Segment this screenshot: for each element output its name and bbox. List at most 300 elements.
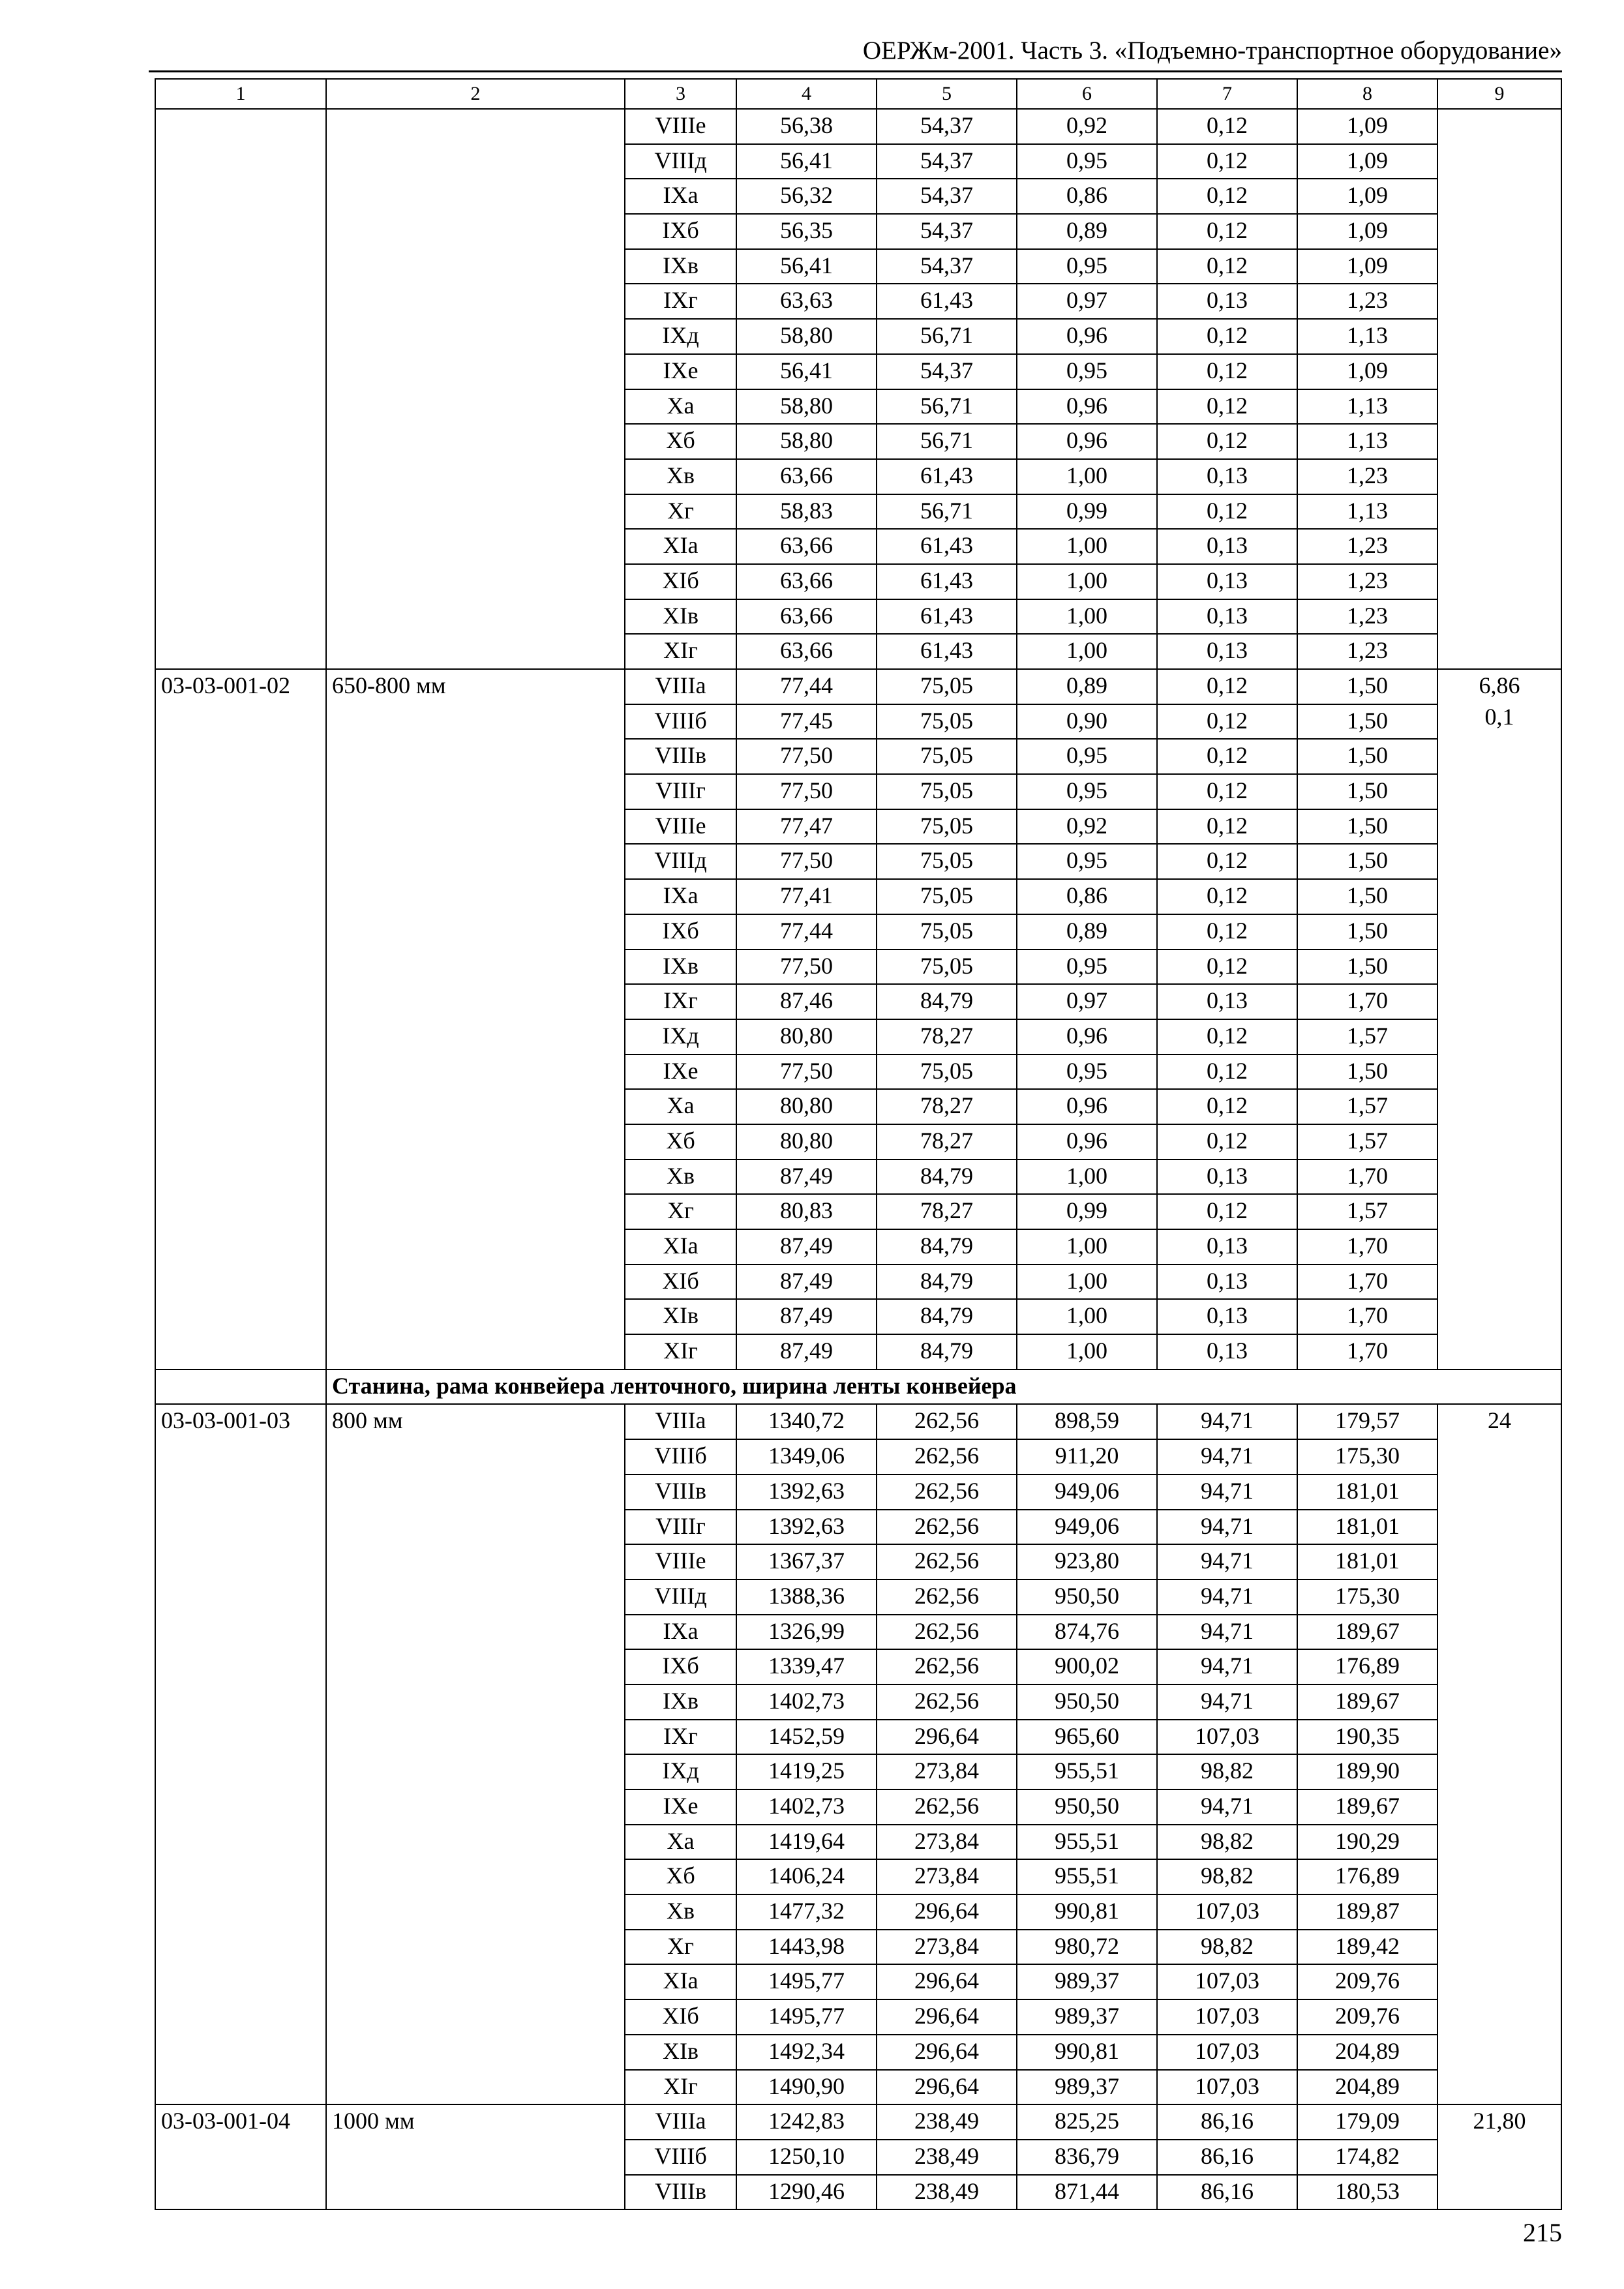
value-cell: 54,37: [877, 214, 1017, 249]
zone-cell: IXб: [625, 1649, 736, 1684]
value-cell: 0,86: [1017, 179, 1157, 214]
material-value: 0,1: [1484, 704, 1514, 730]
value-cell: 1,50: [1297, 739, 1437, 774]
value-cell: 98,82: [1157, 1754, 1297, 1789]
zone-cell: Xб: [625, 1124, 736, 1159]
zone-cell: Xг: [625, 1930, 736, 1965]
value-cell: 990,81: [1017, 1894, 1157, 1930]
value-cell: 190,35: [1297, 1720, 1437, 1755]
value-cell: 98,82: [1157, 1825, 1297, 1860]
value-cell: 189,90: [1297, 1754, 1437, 1789]
value-cell: 0,12: [1157, 879, 1297, 914]
value-cell: 1,09: [1297, 144, 1437, 179]
rate-code: 03-03-001-04: [155, 2104, 326, 2209]
value-cell: 107,03: [1157, 1964, 1297, 1999]
value-cell: 1452,59: [736, 1720, 877, 1755]
value-cell: 1,23: [1297, 529, 1437, 564]
zone-cell: XIб: [625, 1999, 736, 2035]
value-cell: 56,41: [736, 354, 877, 389]
value-cell: 0,97: [1017, 284, 1157, 319]
value-cell: 0,12: [1157, 494, 1297, 530]
value-cell: 0,12: [1157, 249, 1297, 284]
value-cell: 1339,47: [736, 1649, 877, 1684]
value-cell: 54,37: [877, 354, 1017, 389]
value-cell: 61,43: [877, 599, 1017, 635]
value-cell: 0,12: [1157, 389, 1297, 425]
value-cell: 1,09: [1297, 109, 1437, 144]
zone-cell: VIIIе: [625, 809, 736, 845]
value-cell: 84,79: [877, 1334, 1017, 1369]
value-cell: 63,66: [736, 459, 877, 494]
value-cell: 1,50: [1297, 809, 1437, 845]
column-number: 9: [1437, 79, 1561, 109]
value-cell: 77,50: [736, 739, 877, 774]
zone-cell: IXв: [625, 249, 736, 284]
value-cell: 1,50: [1297, 879, 1437, 914]
value-cell: 1492,34: [736, 2035, 877, 2070]
value-cell: 273,84: [877, 1825, 1017, 1860]
zone-cell: VIIIа: [625, 669, 736, 704]
value-cell: 0,12: [1157, 319, 1297, 354]
value-cell: 0,13: [1157, 529, 1297, 564]
value-cell: 0,95: [1017, 844, 1157, 879]
zone-cell: Xа: [625, 1089, 736, 1124]
value-cell: 1388,36: [736, 1579, 877, 1615]
zone-cell: VIIIе: [625, 1544, 736, 1579]
value-cell: 1,50: [1297, 669, 1437, 704]
value-cell: 58,80: [736, 424, 877, 459]
value-cell: 180,53: [1297, 2175, 1437, 2210]
value-cell: 1,23: [1297, 284, 1437, 319]
value-cell: 871,44: [1017, 2175, 1157, 2210]
value-cell: 0,12: [1157, 1019, 1297, 1055]
header-rule: [149, 70, 1562, 72]
value-cell: 0,13: [1157, 599, 1297, 635]
value-cell: 94,71: [1157, 1544, 1297, 1579]
value-cell: 181,01: [1297, 1474, 1437, 1510]
value-cell: 1,00: [1017, 1334, 1157, 1369]
value-cell: 86,16: [1157, 2140, 1297, 2175]
value-cell: 0,90: [1017, 704, 1157, 740]
value-cell: 1,09: [1297, 179, 1437, 214]
rate-name: 800 мм: [326, 1404, 625, 2104]
value-cell: 0,92: [1017, 809, 1157, 845]
value-cell: 1,50: [1297, 950, 1437, 985]
table-row: [155, 1404, 1561, 1439]
value-cell: 273,84: [877, 1754, 1017, 1789]
value-cell: 1290,46: [736, 2175, 877, 2210]
table-row: [155, 109, 1561, 144]
value-cell: 1495,77: [736, 1999, 877, 2035]
value-cell: 78,27: [877, 1124, 1017, 1159]
value-cell: 61,43: [877, 634, 1017, 669]
value-cell: 77,50: [736, 774, 877, 809]
value-cell: 84,79: [877, 984, 1017, 1019]
value-cell: 1340,72: [736, 1404, 877, 1439]
zone-cell: Xг: [625, 1194, 736, 1229]
value-cell: 238,49: [877, 2175, 1017, 2210]
value-cell: 107,03: [1157, 2035, 1297, 2070]
value-cell: 56,41: [736, 144, 877, 179]
value-cell: 0,13: [1157, 984, 1297, 1019]
value-cell: 1443,98: [736, 1930, 877, 1965]
value-cell: 0,12: [1157, 214, 1297, 249]
value-cell: 84,79: [877, 1299, 1017, 1334]
value-cell: 262,56: [877, 1615, 1017, 1650]
value-cell: 63,66: [736, 529, 877, 564]
value-cell: 1,00: [1017, 1299, 1157, 1334]
value-cell: 75,05: [877, 879, 1017, 914]
value-cell: 87,49: [736, 1264, 877, 1300]
value-cell: 923,80: [1017, 1544, 1157, 1579]
material-cell: [1437, 1404, 1561, 2104]
value-cell: 1402,73: [736, 1684, 877, 1720]
zone-cell: IXа: [625, 179, 736, 214]
column-number: 3: [625, 79, 736, 109]
value-cell: 898,59: [1017, 1404, 1157, 1439]
value-cell: 189,87: [1297, 1894, 1437, 1930]
value-cell: 87,49: [736, 1334, 877, 1369]
zone-cell: XIв: [625, 1299, 736, 1334]
value-cell: 107,03: [1157, 1720, 1297, 1755]
value-cell: 238,49: [877, 2140, 1017, 2175]
value-cell: 107,03: [1157, 2070, 1297, 2105]
value-cell: 1,70: [1297, 1299, 1437, 1334]
value-cell: 174,82: [1297, 2140, 1437, 2175]
value-cell: 87,46: [736, 984, 877, 1019]
value-cell: 0,12: [1157, 739, 1297, 774]
value-cell: 825,25: [1017, 2104, 1157, 2140]
value-cell: 1,09: [1297, 249, 1437, 284]
value-cell: 1,70: [1297, 1334, 1437, 1369]
value-cell: 1,00: [1017, 564, 1157, 599]
zone-cell: IXа: [625, 1615, 736, 1650]
value-cell: 204,89: [1297, 2070, 1437, 2105]
value-cell: 94,71: [1157, 1649, 1297, 1684]
value-cell: 94,71: [1157, 1510, 1297, 1545]
value-cell: 989,37: [1017, 1999, 1157, 2035]
value-cell: 0,12: [1157, 1124, 1297, 1159]
column-number-row: [155, 79, 1561, 109]
zone-cell: IXе: [625, 1055, 736, 1090]
value-cell: 1250,10: [736, 2140, 877, 2175]
value-cell: 77,44: [736, 669, 877, 704]
value-cell: 209,76: [1297, 1964, 1437, 1999]
value-cell: 1495,77: [736, 1964, 877, 1999]
page-header: ОЕРЖм-2001. Часть 3. «Подъемно-транспортное оборудование»: [862, 37, 1562, 65]
value-cell: 0,96: [1017, 1019, 1157, 1055]
zone-cell: Xв: [625, 459, 736, 494]
value-cell: 980,72: [1017, 1930, 1157, 1965]
value-cell: 262,56: [877, 1789, 1017, 1825]
value-cell: 80,83: [736, 1194, 877, 1229]
value-cell: 61,43: [877, 459, 1017, 494]
value-cell: 1,23: [1297, 459, 1437, 494]
zone-cell: VIIIв: [625, 1474, 736, 1510]
value-cell: 181,01: [1297, 1544, 1437, 1579]
value-cell: 950,50: [1017, 1684, 1157, 1720]
value-cell: 1242,83: [736, 2104, 877, 2140]
value-cell: 75,05: [877, 704, 1017, 740]
value-cell: 0,13: [1157, 634, 1297, 669]
zone-cell: VIIIд: [625, 1579, 736, 1615]
value-cell: 0,89: [1017, 214, 1157, 249]
value-cell: 0,12: [1157, 844, 1297, 879]
value-cell: 1,00: [1017, 599, 1157, 635]
value-cell: 1490,90: [736, 2070, 877, 2105]
value-cell: 0,86: [1017, 879, 1157, 914]
table-body: [155, 109, 1561, 2209]
value-cell: 189,67: [1297, 1615, 1437, 1650]
value-cell: 209,76: [1297, 1999, 1437, 2035]
value-cell: 0,96: [1017, 389, 1157, 425]
value-cell: 262,56: [877, 1649, 1017, 1684]
value-cell: 1,57: [1297, 1194, 1437, 1229]
value-cell: 949,06: [1017, 1474, 1157, 1510]
value-cell: 54,37: [877, 144, 1017, 179]
rate-code: 03-03-001-02: [155, 669, 326, 1369]
value-cell: 189,67: [1297, 1684, 1437, 1720]
value-cell: 0,96: [1017, 319, 1157, 354]
value-cell: 262,56: [877, 1579, 1017, 1615]
value-cell: 94,71: [1157, 1684, 1297, 1720]
value-cell: 0,89: [1017, 669, 1157, 704]
value-cell: 1,50: [1297, 914, 1437, 950]
rate-name: 1000 мм: [326, 2104, 625, 2209]
value-cell: 955,51: [1017, 1859, 1157, 1894]
column-number: 4: [736, 79, 877, 109]
value-cell: 75,05: [877, 739, 1017, 774]
value-cell: 911,20: [1017, 1439, 1157, 1474]
value-cell: 1,00: [1017, 1264, 1157, 1300]
value-cell: 1,23: [1297, 634, 1437, 669]
value-cell: 56,71: [877, 319, 1017, 354]
value-cell: 176,89: [1297, 1649, 1437, 1684]
value-cell: 1,70: [1297, 1159, 1437, 1195]
value-cell: 1406,24: [736, 1859, 877, 1894]
value-cell: 262,56: [877, 1510, 1017, 1545]
value-cell: 1,09: [1297, 354, 1437, 389]
column-number: 7: [1157, 79, 1297, 109]
value-cell: 1326,99: [736, 1615, 877, 1650]
value-cell: 1,70: [1297, 1229, 1437, 1264]
value-cell: 63,63: [736, 284, 877, 319]
zone-cell: VIIIа: [625, 1404, 736, 1439]
value-cell: 262,56: [877, 1474, 1017, 1510]
value-cell: 0,92: [1017, 109, 1157, 144]
zone-cell: Xг: [625, 494, 736, 530]
value-cell: 0,12: [1157, 914, 1297, 950]
value-cell: 77,44: [736, 914, 877, 950]
value-cell: 0,96: [1017, 424, 1157, 459]
page-number: 215: [1523, 2218, 1562, 2247]
value-cell: 94,71: [1157, 1474, 1297, 1510]
zone-cell: XIа: [625, 529, 736, 564]
value-cell: 56,35: [736, 214, 877, 249]
zone-cell: XIв: [625, 2035, 736, 2070]
value-cell: 1,13: [1297, 319, 1437, 354]
value-cell: 1,00: [1017, 529, 1157, 564]
zone-cell: XIб: [625, 564, 736, 599]
rate-code: [155, 109, 326, 669]
value-cell: 61,43: [877, 284, 1017, 319]
value-cell: 77,47: [736, 809, 877, 845]
value-cell: 63,66: [736, 599, 877, 635]
value-cell: 179,57: [1297, 1404, 1437, 1439]
value-cell: 80,80: [736, 1124, 877, 1159]
value-cell: 98,82: [1157, 1859, 1297, 1894]
value-cell: 836,79: [1017, 2140, 1157, 2175]
value-cell: 75,05: [877, 669, 1017, 704]
value-cell: 1,57: [1297, 1019, 1437, 1055]
value-cell: 0,97: [1017, 984, 1157, 1019]
value-cell: 1,13: [1297, 424, 1437, 459]
value-cell: 1477,32: [736, 1894, 877, 1930]
value-cell: 0,96: [1017, 1089, 1157, 1124]
value-cell: 0,12: [1157, 669, 1297, 704]
section-title: Станина, рама конвейера ленточного, ширина ленты конвейера: [326, 1369, 1561, 1405]
value-cell: 989,37: [1017, 2070, 1157, 2105]
value-cell: 77,50: [736, 1055, 877, 1090]
value-cell: 204,89: [1297, 2035, 1437, 2070]
value-cell: 0,12: [1157, 144, 1297, 179]
value-cell: 190,29: [1297, 1825, 1437, 1860]
value-cell: 990,81: [1017, 2035, 1157, 2070]
value-cell: 1,00: [1017, 634, 1157, 669]
zone-cell: XIа: [625, 1229, 736, 1264]
zone-cell: IXб: [625, 914, 736, 950]
value-cell: 262,56: [877, 1439, 1017, 1474]
value-cell: 77,50: [736, 950, 877, 985]
value-cell: 0,12: [1157, 809, 1297, 845]
zone-cell: VIIIг: [625, 1510, 736, 1545]
value-cell: 1,00: [1017, 459, 1157, 494]
value-cell: 296,64: [877, 2035, 1017, 2070]
value-cell: 1,00: [1017, 1159, 1157, 1195]
value-cell: 1,70: [1297, 1264, 1437, 1300]
zone-cell: Xв: [625, 1894, 736, 1930]
column-number: 2: [326, 79, 625, 109]
value-cell: 0,96: [1017, 1124, 1157, 1159]
value-cell: 56,71: [877, 389, 1017, 425]
value-cell: 1,00: [1017, 1229, 1157, 1264]
value-cell: 0,99: [1017, 494, 1157, 530]
zone-cell: VIIIб: [625, 1439, 736, 1474]
column-number: 1: [155, 79, 326, 109]
value-cell: 77,50: [736, 844, 877, 879]
value-cell: 0,12: [1157, 774, 1297, 809]
value-cell: 1392,63: [736, 1474, 877, 1510]
material-cell: [1437, 2104, 1561, 2209]
value-cell: 262,56: [877, 1544, 1017, 1579]
zone-cell: Xб: [625, 1859, 736, 1894]
zone-cell: VIIIа: [625, 2104, 736, 2140]
value-cell: 1,50: [1297, 704, 1437, 740]
value-cell: 84,79: [877, 1159, 1017, 1195]
value-cell: 86,16: [1157, 2175, 1297, 2210]
value-cell: 58,83: [736, 494, 877, 530]
zone-cell: IXд: [625, 319, 736, 354]
value-cell: 0,99: [1017, 1194, 1157, 1229]
value-cell: 54,37: [877, 249, 1017, 284]
column-number: 8: [1297, 79, 1437, 109]
value-cell: 80,80: [736, 1089, 877, 1124]
value-cell: 0,12: [1157, 109, 1297, 144]
value-cell: 75,05: [877, 914, 1017, 950]
value-cell: 175,30: [1297, 1579, 1437, 1615]
value-cell: 296,64: [877, 1894, 1017, 1930]
value-cell: 0,12: [1157, 950, 1297, 985]
zone-cell: VIIIв: [625, 2175, 736, 2210]
value-cell: 1,50: [1297, 774, 1437, 809]
value-cell: 0,12: [1157, 1055, 1297, 1090]
table-row: [155, 669, 1561, 704]
material-value: 21,80: [1473, 2108, 1526, 2134]
zone-cell: Xв: [625, 1159, 736, 1195]
value-cell: 950,50: [1017, 1789, 1157, 1825]
value-cell: 189,67: [1297, 1789, 1437, 1825]
value-cell: 0,95: [1017, 249, 1157, 284]
value-cell: 1,13: [1297, 389, 1437, 425]
value-cell: 86,16: [1157, 2104, 1297, 2140]
value-cell: 0,12: [1157, 179, 1297, 214]
value-cell: 950,50: [1017, 1579, 1157, 1615]
zone-cell: XIб: [625, 1264, 736, 1300]
value-cell: 181,01: [1297, 1510, 1437, 1545]
value-cell: 1,50: [1297, 844, 1437, 879]
value-cell: 1402,73: [736, 1789, 877, 1825]
zone-cell: XIв: [625, 599, 736, 635]
zone-cell: IXд: [625, 1019, 736, 1055]
value-cell: 874,76: [1017, 1615, 1157, 1650]
value-cell: 54,37: [877, 179, 1017, 214]
material-value: 24: [1488, 1407, 1511, 1434]
zone-cell: Xб: [625, 424, 736, 459]
value-cell: 61,43: [877, 529, 1017, 564]
zone-cell: VIIIб: [625, 2140, 736, 2175]
value-cell: 0,13: [1157, 1159, 1297, 1195]
rates-table: [155, 78, 1562, 2210]
value-cell: 296,64: [877, 1999, 1017, 2035]
value-cell: 98,82: [1157, 1930, 1297, 1965]
value-cell: 0,13: [1157, 1264, 1297, 1300]
value-cell: 1,70: [1297, 984, 1437, 1019]
zone-cell: IXг: [625, 984, 736, 1019]
value-cell: 94,71: [1157, 1789, 1297, 1825]
value-cell: 94,71: [1157, 1439, 1297, 1474]
value-cell: 1349,06: [736, 1439, 877, 1474]
zone-cell: VIIIб: [625, 704, 736, 740]
value-cell: 1419,64: [736, 1825, 877, 1860]
value-cell: 78,27: [877, 1089, 1017, 1124]
zone-cell: XIг: [625, 634, 736, 669]
value-cell: 94,71: [1157, 1404, 1297, 1439]
value-cell: 75,05: [877, 844, 1017, 879]
value-cell: 0,12: [1157, 704, 1297, 740]
value-cell: 56,71: [877, 424, 1017, 459]
zone-cell: IXг: [625, 284, 736, 319]
value-cell: 1392,63: [736, 1510, 877, 1545]
value-cell: 56,38: [736, 109, 877, 144]
value-cell: 955,51: [1017, 1754, 1157, 1789]
zone-cell: Xа: [625, 389, 736, 425]
zone-cell: IXв: [625, 1684, 736, 1720]
value-cell: 63,66: [736, 564, 877, 599]
zone-cell: IXг: [625, 1720, 736, 1755]
value-cell: 1,23: [1297, 564, 1437, 599]
section-row: [155, 1369, 1561, 1405]
value-cell: 1,13: [1297, 494, 1437, 530]
